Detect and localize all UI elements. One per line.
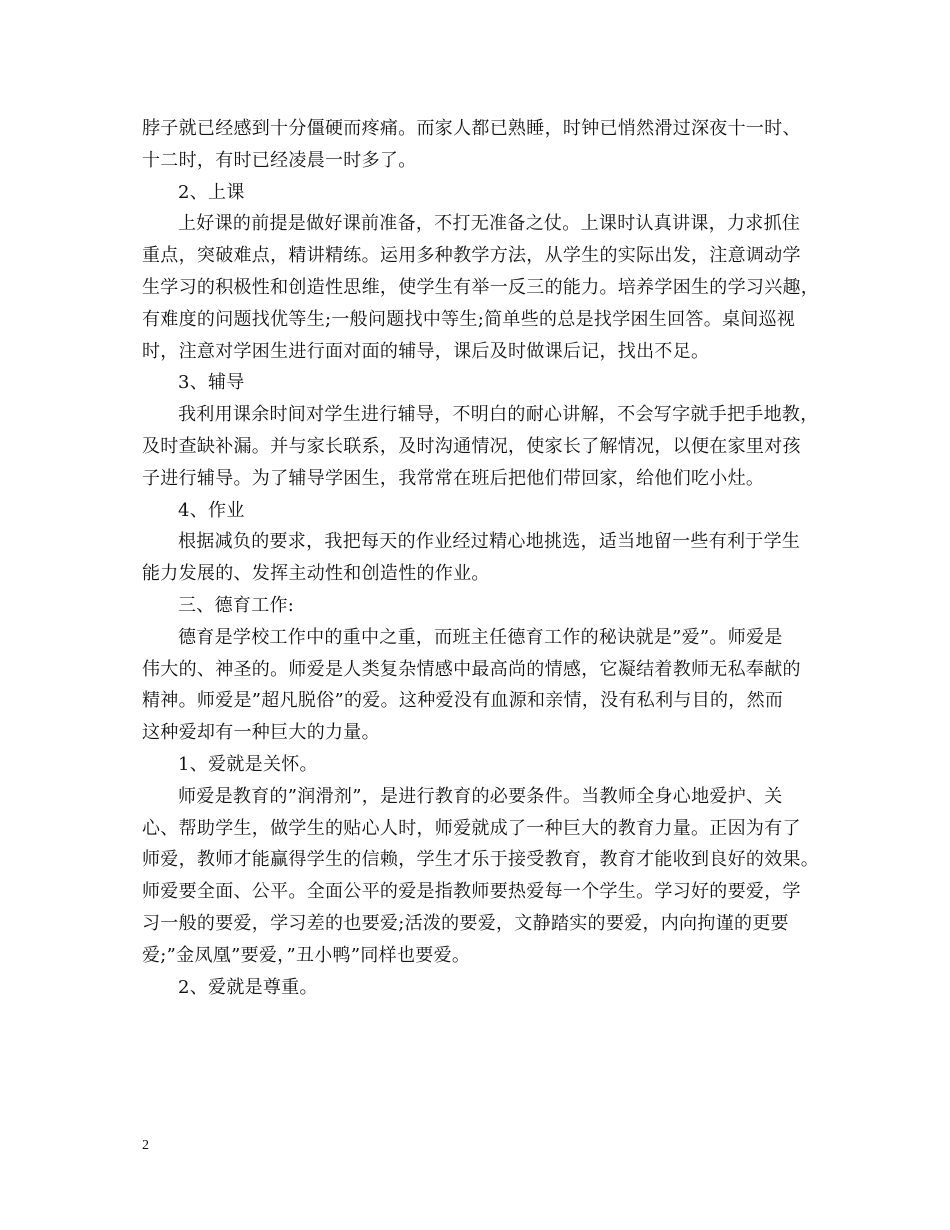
text-line: 子进行辅导。为了辅导学困生，我常常在班后把他们带回家，给他们吃小灶。 — [142, 467, 765, 489]
text-line: 有难度的问题找优等生;一般问题找中等生;简单些的总是找学困生回答。桌间巡视 — [142, 308, 796, 330]
text-line: 师爱要全面、公平。全面公平的爱是指教师要热爱每一个学生。学习好的要爱，学 — [142, 881, 801, 903]
text-line: 德育是学校工作中的重中之重，而班主任德育工作的秘诀就是”爱”。师爱是 — [178, 626, 783, 648]
text-line: 时，注意对学困生进行面对面的辅导，课后及时做课后记，找出不足。 — [142, 340, 710, 362]
document-body — [142, 113, 820, 1003]
text-line: 十二时，有时已经凌晨一时多了。 — [142, 149, 417, 171]
text-line: 师爱，教师才能赢得学生的信赖，学生才乐于接受教育，教育才能收到良好的效果。 — [142, 849, 820, 871]
text-line: 重点，突破难点，精讲精练。运用多种教学方法，从学生的实际出发，注意调动学 — [142, 245, 801, 267]
text-line: 心、帮助学生，做学生的贴心人时，师爱就成了一种巨大的教育力量。正因为有了 — [142, 817, 801, 839]
section-heading: 三、德育工作: — [178, 594, 295, 616]
text-line: 我利用课余时间对学生进行辅导，不明白的耐心讲解，不会写字就手把手地教， — [178, 404, 819, 426]
text-line: 能力发展的、发挥主动性和创造性的作业。 — [142, 563, 490, 585]
section-heading: 1、爱就是关怀。 — [178, 753, 318, 775]
text-line: 根据减负的要求，我把每天的作业经过精心地挑选，适当地留一些有利于学生 — [178, 531, 801, 553]
text-line: 及时查缺补漏。并与家长联系，及时沟通情况，使家长了解情况，以便在家里对孩 — [142, 435, 801, 457]
text-line: 伟大的、神圣的。师爱是人类复杂情感中最高尚的情感，它凝结着教师无私奉献的 — [142, 658, 801, 680]
section-heading: 2、上课 — [178, 181, 245, 203]
text-line: 师爱是教育的”润滑剂”，是进行教育的必要条件。当教师全身心地爱护、关 — [178, 785, 783, 807]
text-line: 脖子就已经感到十分僵硬而疼痛。而家人都已熟睡，时钟已悄然滑过深夜十一时、 — [142, 118, 801, 139]
page-number: 2 — [142, 1138, 149, 1153]
text-line: 上好课的前提是做好课前准备，不打无准备之仗。上课时认真讲课，力求抓住 — [178, 213, 801, 235]
section-heading: 3、辅导 — [178, 372, 245, 394]
section-heading: 2、爱就是尊重。 — [178, 976, 318, 998]
text-line: 这种爱却有一种巨大的力量。 — [142, 722, 380, 744]
text-line: 习一般的要爱，学习差的也要爱;活泼的要爱，文静踏实的要爱，内向拘谨的更要 — [142, 912, 789, 934]
section-heading: 4、作业 — [178, 499, 245, 521]
text-line: 生学习的积极性和创造性思维，使学生有举一反三的能力。培养学困生的学习兴趣， — [142, 276, 820, 298]
text-line: 爱;”金凤凰”要爱，”丑小鸭”同样也要爱。 — [142, 944, 471, 966]
text-line: 精神。师爱是”超凡脱俗”的爱。这种爱没有血源和亲情，没有私利与目的，然而 — [142, 690, 784, 712]
